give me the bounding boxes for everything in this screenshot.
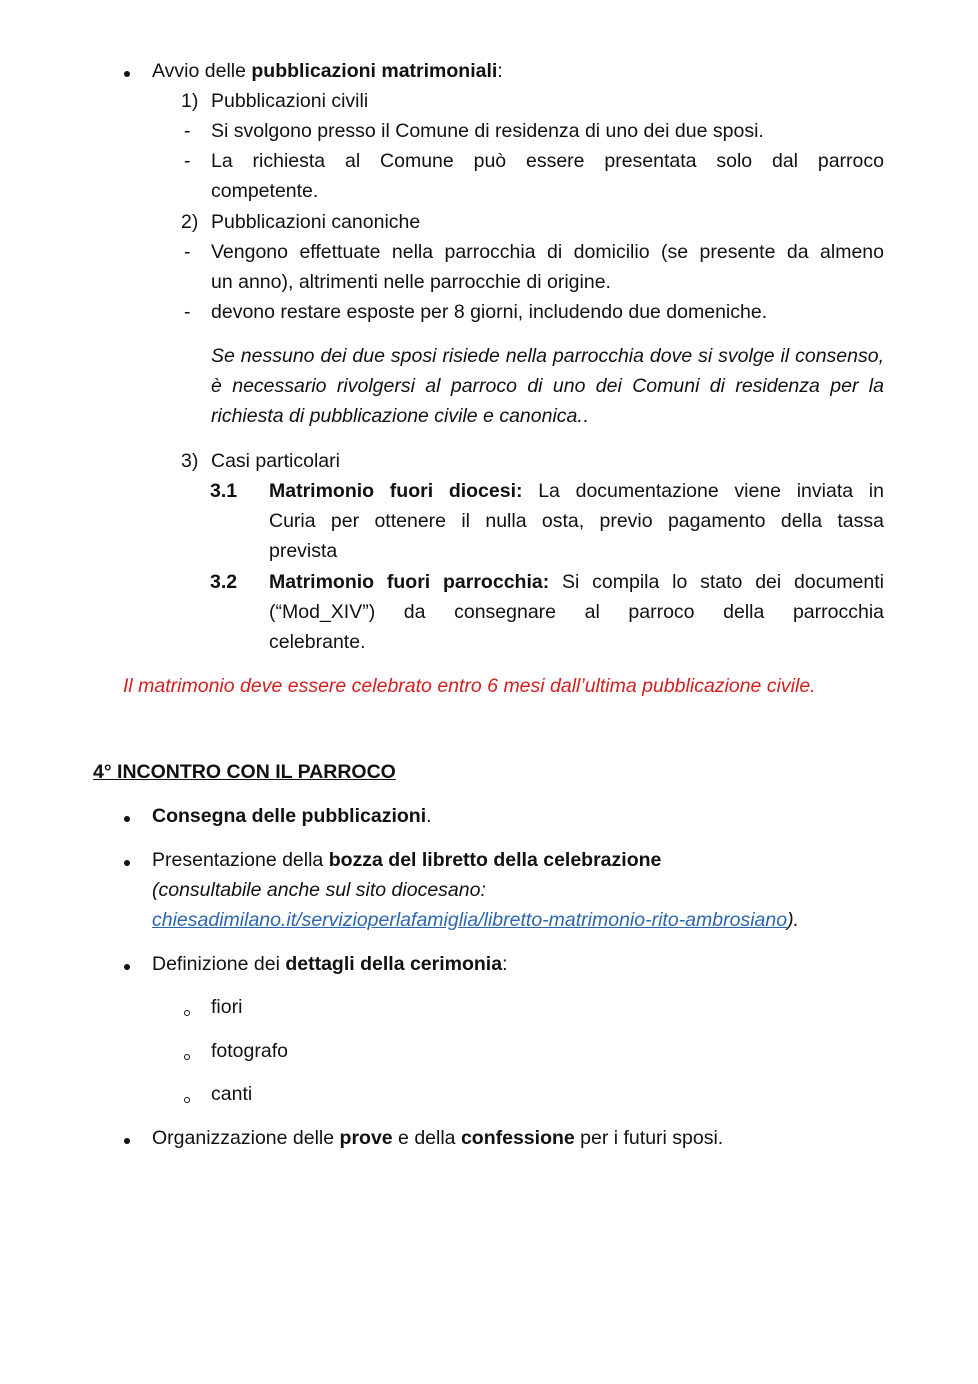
nota-line-2: è necessario rivolgersi al parroco di uno dei Comuni di residenza per la [211, 375, 884, 397]
subcase-number: 3.2 [210, 571, 238, 593]
caso-2-line-1 [269, 567, 884, 597]
caso-2-text: Si compila lo stato dei documenti [549, 571, 884, 593]
bullet-dot [124, 964, 130, 970]
organizzazione-end: per i futuri sposi. [574, 1127, 724, 1149]
circle-bullet [184, 1097, 190, 1103]
list-number: 2) [181, 211, 199, 233]
civili-item-1: Si svolgono presso il Comune di residenza di uno dei due sposi. [211, 120, 764, 142]
canoniche-item-2: devono restare esposte per 8 giorni, includendo due domeniche. [211, 301, 768, 323]
sub-item-fotografo: fotografo [211, 1040, 288, 1062]
bullet-dot [124, 816, 130, 822]
incontro-bullet-4 [152, 1123, 723, 1153]
civili-title: Pubblicazioni civili [211, 90, 369, 112]
subcase-number: 3.1 [210, 480, 238, 502]
confessione-bold: confessione [460, 1127, 575, 1149]
prove-bold: prove [339, 1127, 393, 1149]
intro-colon: : [497, 60, 503, 82]
list-number: 3) [181, 450, 199, 472]
caso-1-text: La documentazione viene inviata in [522, 480, 884, 502]
nota-end: . [582, 405, 589, 427]
dash-marker: - [184, 301, 191, 323]
canoniche-item-1-cont: un anno), altrimenti nelle parrocchie di origine. [211, 271, 611, 293]
nota-line-3 [211, 401, 588, 431]
caso-1-line-2: Curia per ottenere il nulla osta, previo pagamento della tassa [269, 510, 884, 532]
caso-1-line-3: prevista [269, 540, 338, 562]
intro-text: Avvio delle [152, 60, 252, 82]
consegna-end: . [426, 805, 432, 827]
presentazione-bold: bozza del libretto della celebrazione [328, 849, 662, 871]
canoniche-title: Pubblicazioni canoniche [211, 211, 421, 233]
incontro-bullet-1 [152, 801, 432, 831]
libretto-link-line [152, 905, 799, 935]
civili-item-2-cont: competente. [211, 180, 319, 202]
civili-item-2: La richiesta al Comune può essere presentata solo dal parroco [211, 150, 884, 172]
caso-2-line-3: celebrante. [269, 631, 366, 653]
sub-item-canti: canti [211, 1083, 253, 1105]
caso-2-title: Matrimonio fuori parrocchia: [269, 571, 550, 593]
intro-line [152, 56, 503, 86]
sub-item-fiori: fiori [211, 996, 243, 1018]
dash-marker: - [184, 241, 191, 263]
caso-1-line-1 [269, 476, 884, 506]
casi-title: Casi particolari [211, 450, 340, 472]
organizzazione-mid: e della [392, 1127, 461, 1149]
definizione-text: Definizione dei [152, 953, 286, 975]
avviso-sei-mesi: Il matrimonio deve essere celebrato entro 6 mesi dall’ultima pubblicazione civile. [123, 675, 816, 697]
canoniche-item-1: Vengono effettuate nella parrocchia di domicilio (se presente da almeno [211, 241, 884, 263]
dash-marker: - [184, 150, 191, 172]
nota-line-1: Se nessuno dei due sposi risiede nella parrocchia dove si svolge il consenso, [211, 345, 884, 367]
list-number: 1) [181, 90, 199, 112]
incontro-bullet-2 [152, 845, 661, 875]
consegna-bold: Consegna delle pubblicazioni [152, 805, 427, 827]
presentazione-text: Presentazione della [152, 849, 329, 871]
bullet-dot [124, 860, 130, 866]
dash-marker: - [184, 120, 191, 142]
organizzazione-text: Organizzazione delle [152, 1127, 340, 1149]
caso-1-title: Matrimonio fuori diocesi: [269, 480, 523, 502]
caso-2-line-2: (“Mod_XIV”) da consegnare al parroco della parrocchia [269, 601, 884, 623]
definizione-bold: dettagli della cerimonia [285, 953, 503, 975]
circle-bullet [184, 1054, 190, 1060]
libretto-link-end: ). [787, 909, 799, 931]
definizione-colon: : [502, 953, 508, 975]
circle-bullet [184, 1010, 190, 1016]
nota-line-3-text: richiesta di pubblicazione civile e canonica. [211, 405, 583, 427]
incontro-bullet-3 [152, 949, 508, 979]
section-heading: 4° INCONTRO CON IL PARROCO [93, 761, 396, 783]
libretto-note: (consultabile anche sul sito diocesano: [152, 879, 486, 901]
bullet-dot [124, 1138, 130, 1144]
intro-bold: pubblicazioni matrimoniali [251, 60, 498, 82]
bullet-dot [124, 71, 130, 77]
libretto-link[interactable]: chiesadimilano.it/servizioperlafamiglia/libretto-matrimonio-rito-ambrosiano [152, 909, 788, 931]
